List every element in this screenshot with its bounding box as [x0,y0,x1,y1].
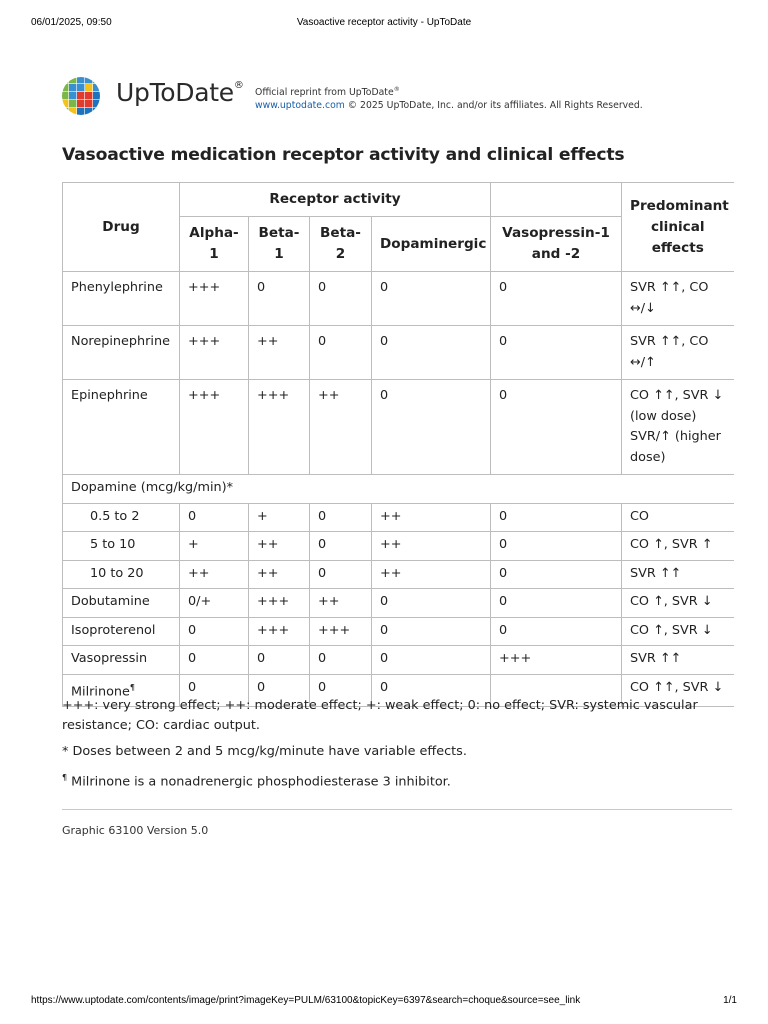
table-row [63,532,734,561]
beta2-cell: 0 [310,646,372,675]
vasopressin-cell: 0 [491,326,622,380]
table-footnotes [62,696,732,798]
vasopressin-cell: 0 [491,272,622,326]
beta2-cell: 0 [310,532,372,561]
table-row [63,646,734,675]
drug-cell: Epinephrine [63,380,180,475]
table-row [63,503,734,532]
beta1-cell: ++ [249,560,310,589]
milrinone-footnote: ¶ Milrinone is a nonadrenergic phosphodiesterase 3 inhibitor. [62,773,451,790]
alpha1-cell: +++ [180,272,249,326]
beta2-cell: ++ [310,380,372,475]
uptodate-link[interactable]: www.uptodate.com [255,100,345,112]
drug-cell: Milrinone¶ [63,674,180,707]
vasopressin-cell: +++ [491,646,622,675]
effects-cell: SVR ↑↑, CO ↔/↓ [622,272,734,326]
print-url: https://www.uptodate.com/contents/image/print?imageKey=PULM/63100&topicKey=6397&search=choque&source=see_link [31,995,581,1006]
beta1-cell: ++ [249,532,310,561]
drug-cell: Phenylephrine [63,272,180,326]
beta1-cell: +++ [249,380,310,475]
col-header-beta2: Beta-2 [310,217,372,272]
table-row [63,589,734,618]
beta1-cell: +++ [249,617,310,646]
col-header-drug: Drug [63,183,180,272]
print-header [0,17,768,31]
alpha1-cell: 0 [180,674,249,707]
effects-cell: CO ↑, SVR ↓ [622,617,734,646]
page-number: 1/1 [723,995,737,1006]
table-row [63,272,734,326]
receptor-activity-table [62,182,734,707]
vasopressin-cell: 0 [491,589,622,618]
col-header-effects: Predominant clinical effects [622,183,734,272]
copyright-text: © 2025 UpToDate, Inc. and/or its affiliates. All Rights Reserved. [347,100,643,112]
beta1-cell: 0 [249,272,310,326]
beta2-cell: 0 [310,326,372,380]
vasopressin-cell: 0 [491,380,622,475]
alpha1-cell: ++ [180,560,249,589]
dopaminergic-cell: ++ [372,503,491,532]
col-header-dopaminergic: Dopaminergic [372,217,491,272]
alpha1-cell: 0 [180,646,249,675]
beta2-cell: 0 [310,503,372,532]
beta2-cell: +++ [310,617,372,646]
dopaminergic-cell: 0 [372,674,491,707]
effects-cell: SVR ↑↑, CO ↔/↑ [622,326,734,380]
dopaminergic-cell: 0 [372,617,491,646]
beta1-cell: + [249,503,310,532]
reprint-notice: Official reprint from UpToDate® www.uptodate.com © 2025 UpToDate, Inc. and/or its affiliates. All Rights Reserved. [255,86,643,112]
effects-cell: CO ↑, SVR ↓ [622,589,734,618]
dopaminergic-cell: ++ [372,560,491,589]
print-page-title: Vasoactive receptor activity - UpToDate [296,17,472,28]
alpha1-cell: 0 [180,503,249,532]
group-label-cell: Dopamine (mcg/kg/min)* [63,475,734,504]
effects-cell: SVR ↑↑ [622,646,734,675]
beta1-cell: +++ [249,589,310,618]
effects-cell: CO [622,503,734,532]
alpha1-cell: + [180,532,249,561]
print-footer [0,995,768,1009]
beta1-cell: ++ [249,326,310,380]
uptodate-logo-icon [61,76,101,116]
section-divider [62,809,732,810]
drug-cell: Isoproterenol [63,617,180,646]
drug-cell: 0.5 to 2 [63,503,180,532]
dopaminergic-cell: ++ [372,532,491,561]
vasopressin-cell: 0 [491,617,622,646]
col-header-receptor-activity: Receptor activity [180,183,491,217]
table-row [63,380,734,475]
dopaminergic-cell: 0 [372,589,491,618]
effects-cell: CO ↑, SVR ↑ [622,532,734,561]
table-row [63,617,734,646]
vasopressin-cell: 0 [491,560,622,589]
beta1-cell: 0 [249,674,310,707]
dopaminergic-cell: 0 [372,272,491,326]
col-header-blank [491,183,622,217]
alpha1-cell: +++ [180,326,249,380]
alpha1-cell: +++ [180,380,249,475]
alpha1-cell: 0 [180,617,249,646]
beta1-cell: 0 [249,646,310,675]
beta2-cell: 0 [310,674,372,707]
drug-cell: Dobutamine [63,589,180,618]
vasopressin-cell: 0 [491,532,622,561]
beta2-cell: 0 [310,272,372,326]
vasopressin-cell: 0 [491,503,622,532]
abbreviation-legend: +++: very strong effect; ++: moderate effect; +: weak effect; 0: no effect; SVR: systemic vascular resistance; CO: cardiac output. [62,698,698,733]
uptodate-wordmark: UpToDate® [116,78,244,107]
table-row [63,326,734,380]
dopaminergic-cell: 0 [372,326,491,380]
dose-footnote: * Doses between 2 and 5 mcg/kg/minute have variable effects. [62,744,467,759]
print-datetime: 06/01/2025, 09:50 [31,17,112,28]
col-header-beta1: Beta-1 [249,217,310,272]
effects-cell: CO ↑↑, SVR ↓ (low dose) SVR/↑ (higher dose) [622,380,734,475]
drug-cell: 10 to 20 [63,560,180,589]
beta2-cell: 0 [310,560,372,589]
effects-cell: SVR ↑↑ [622,560,734,589]
drug-cell: 5 to 10 [63,532,180,561]
drug-cell: Vasopressin [63,646,180,675]
document-title: Vasoactive medication receptor activity and clinical effects [62,145,625,165]
drug-cell: Norepinephrine [63,326,180,380]
alpha1-cell: 0/+ [180,589,249,618]
col-header-vasopressin: Vasopressin-1 and -2 [491,217,622,272]
beta2-cell: ++ [310,589,372,618]
dopaminergic-cell: 0 [372,646,491,675]
effects-cell: CO ↑↑, SVR ↓ [622,674,734,707]
table-row [63,560,734,589]
table-row [63,475,734,504]
col-header-alpha1: Alpha-1 [180,217,249,272]
graphic-version: Graphic 63100 Version 5.0 [62,824,209,837]
dopaminergic-cell: 0 [372,380,491,475]
